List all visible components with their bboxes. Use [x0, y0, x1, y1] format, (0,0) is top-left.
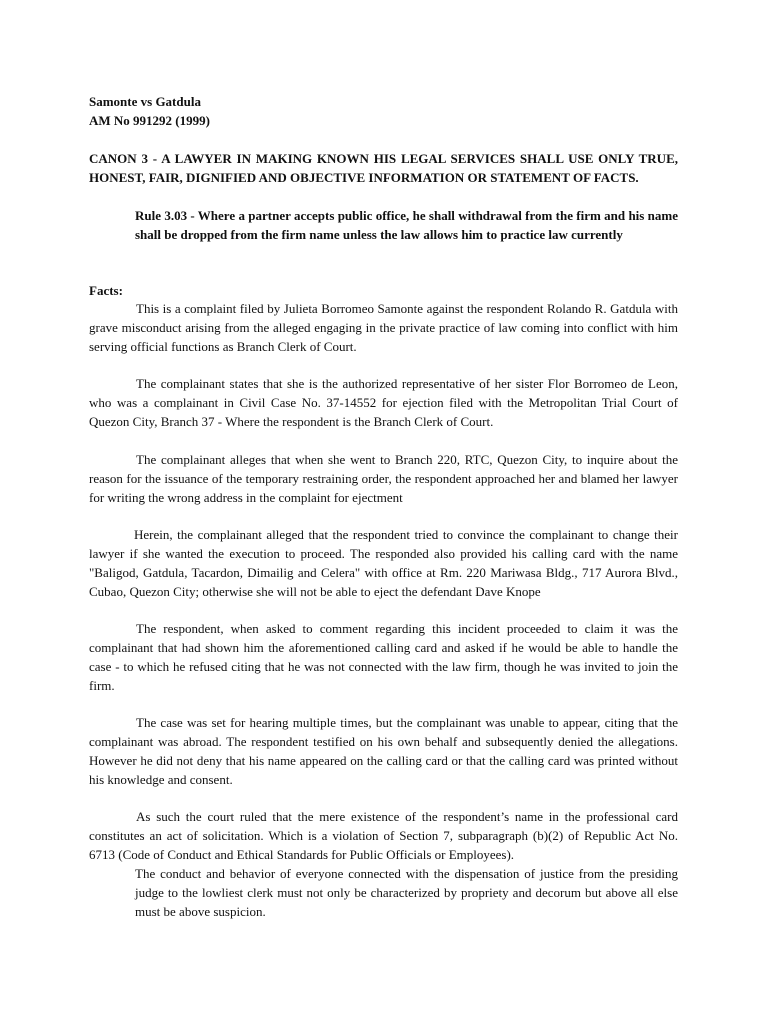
facts-paragraph: Herein, the complainant alleged that the respondent tried to convince the complainant to change their lawyer if she wanted the execution to proceed. The responded also provided his calling card with the name "Baligod, Gatdula, Tacardon, Dimailig and Celera" with office at Rm. 220 Mariwasa Bldg., 717 Aurora Blvd., Cubao, Quezon City; otherwise she will not be able to eject the defendant Dave Knope: [89, 527, 678, 599]
facts-paragraph: The case was set for hearing multiple times, but the complainant was unable to appear, citing that the complainant was abroad. The respondent testified on his own behalf and subsequently denied the allegations. However he did not deny that his name appeared on the calling card or that the calling card was printed without his knowledge and consent.: [89, 715, 678, 787]
facts-paragraph: The complainant alleges that when she went to Branch 220, RTC, Quezon City, to inquire about the reason for the issuance of the temporary restraining order, the respondent approached her and blamed her lawyer for writing the wrong address in the complaint for ejectment: [89, 452, 678, 505]
rule-text: Rule 3.03 - Where a partner accepts public office, he shall withdrawal from the firm and his name shall be dropped from the firm name unless the law allows him to practice law currently: [135, 208, 678, 242]
case-number: AM No 991292 (1999): [89, 113, 210, 128]
case-title: Samonte vs Gatdula: [89, 94, 201, 109]
facts-paragraph: The conduct and behavior of everyone connected with the dispensation of justice from the presiding judge to the lowliest clerk must not only be characterized by propriety and decorum but above all else must be above suspicion.: [135, 866, 678, 919]
facts-paragraph: As such the court ruled that the mere existence of the respondent’s name in the professional card constitutes an act of solicitation. Which is a violation of Section 7, subparagraph (b)(2) of Republic Act No. 6713 (Code of Conduct and Ethical Standards for Public Officials or Employees).: [89, 809, 678, 862]
facts-heading: Facts:: [89, 283, 123, 298]
facts-paragraph: This is a complaint filed by Julieta Borromeo Samonte against the respondent Rolando R. Gatdula with grave misconduct arising from the alleged engaging in the private practice of law coming into conflict with him serving official functions as Branch Clerk of Court.: [89, 301, 678, 354]
facts-paragraph: The respondent, when asked to comment regarding this incident proceeded to claim it was the complainant that had shown him the aforementioned calling card and asked if he would be able to handle the case - to which he refused citing that he was not connected with the law firm, though he was invited to join the firm.: [89, 621, 678, 693]
facts-paragraph: The complainant states that she is the authorized representative of her sister Flor Borromeo de Leon, who was a complainant in Civil Case No. 37-14552 for ejection filed with the Metropolitan Trial Court of Quezon City, Branch 37 - Where the respondent is the Branch Clerk of Court.: [89, 376, 678, 429]
canon-heading: CANON 3 - A LAWYER IN MAKING KNOWN HIS LEGAL SERVICES SHALL USE ONLY TRUE, HONEST, FAIR, DIGNIFIED AND OBJECTIVE INFORMATION OR STATEMENT OF FACTS.: [89, 151, 678, 185]
